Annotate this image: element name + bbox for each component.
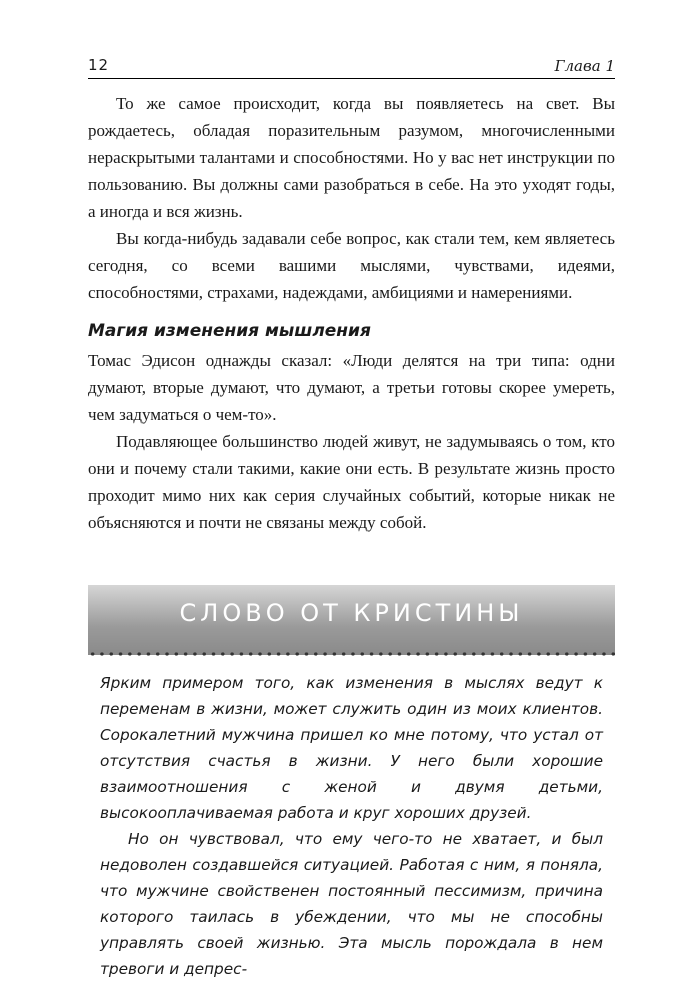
sidebar-paragraph-1: Ярким примером того, как изменения в мыслях ведут к переменам в жизни, может служить один из моих клиентов. Сорокалетний мужчина пришел ко мне потому, что устал от отсутствия счастья в жизни. У него были хорошие взаимоотношения с женой и двумя детьми, высокооплачиваемая работа и круг хороших друзей. (100, 674, 603, 822)
section-subheading: Магия изменения мышления (88, 321, 371, 341)
dotted-divider (88, 651, 615, 657)
page-number: 12 (88, 56, 110, 74)
paragraph-1: То же самое происходит, когда вы появляетесь на свет. Вы рождаетесь, обладая поразительным разумом, многочисленными нераскрытыми талантами и способностями. Но у вас нет инструкции по пользованию. Вы должны сами разобраться в себе. На это уходят годы, а иногда и вся жизнь. (88, 94, 615, 221)
chapter-title: Глава 1 (554, 57, 615, 75)
sidebar-paragraph-2: Но он чувствовал, что ему чего-то не хватает, и был недоволен создавшейся ситуацией. Работая с ним, я поняла, что мужчине свойственен постоянный пессимизм, причина которого таилась в убеждении, что мы не способны управлять своей жизнью. Эта мысль порождала в нем тревоги и депрес- (100, 830, 603, 978)
sidebar-text (100, 670, 603, 982)
paragraph-2: Вы когда-нибудь задавали себе вопрос, как стали тем, кем являетесь сегодня, со всеми вашими мыслями, чувствами, идеями, способностями, страхами, надеждами, амбициями и намерениями. (88, 229, 615, 302)
main-text (88, 90, 615, 536)
paragraph-3: Томас Эдисон однажды сказал: «Люди делятся на три типа: одни думают, вторые думают, что думают, а третьи готовы скорее умереть, чем задуматься о чем-то». (88, 351, 615, 424)
paragraph-4: Подавляющее большинство людей живут, не задумываясь о том, кто они и почему стали такими, какие они есть. В результате жизнь просто проходит мимо них как серия случайных событий, которые никак не объясняются и почти не связаны между собой. (88, 432, 615, 532)
sidebar-title: СЛОВО ОТ КРИСТИНЫ (179, 599, 524, 627)
running-head (88, 56, 615, 79)
sidebar-header (88, 585, 615, 655)
